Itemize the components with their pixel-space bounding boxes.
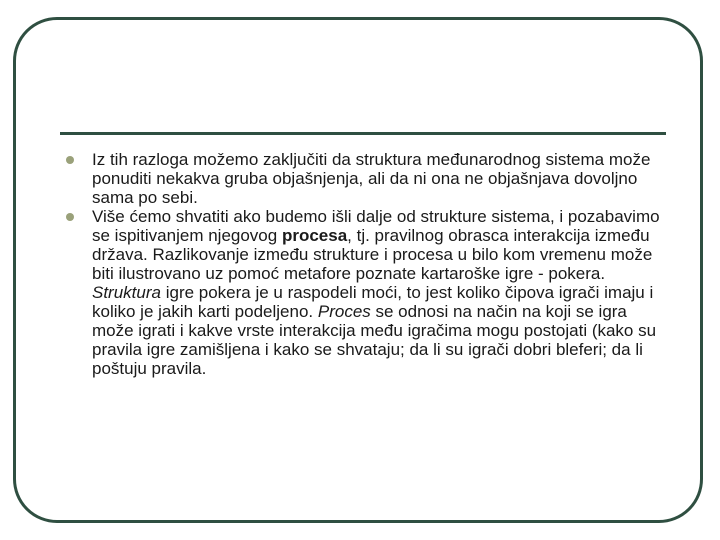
italic-term: Struktura (92, 283, 161, 302)
bullet-text-part: se odnosi na način na koji se igra može igrati i kakve vrste interakcija među igračima mogu postojati (kako su pravila igre zamišljena i kako se shvataju; da li su igrači dobri blеferi; da li poštuju pravila. (92, 302, 657, 378)
bullet-text-part: , tj. pravilnog obrasca interakcija između država. Razlikovanje između strukture i procesa u bilo kom vremenu može biti ilustrovano uz pomoć metafore poznate kartaroške igre - pokera. (92, 226, 653, 283)
bullet-list (64, 150, 664, 378)
bold-term: procesa (281, 226, 348, 245)
bullet-item (64, 150, 664, 207)
italic-term: Proces (317, 302, 371, 321)
bullet-item (64, 207, 664, 378)
bullet-dot-icon (66, 213, 74, 221)
bullet-text-part: Više ćemo shvatiti ako budemo išli dalje od strukture sistema, i pozabavimo se ispitivanjem njegovog (92, 207, 660, 245)
bullet-text: Iz tih razloga možemo zaključiti da struktura međunarodnog sistema može ponuditi nekakva gruba objašnjenja, ali da ni ona ne objašnjava dovoljno sama po sebi. (92, 150, 651, 207)
title-divider (60, 132, 666, 135)
bullet-text-part: igre pokera je u raspodeli moći, to jest koliko čipova igrači imaju i koliko je jakih karti podeljeno. (92, 283, 654, 321)
bullet-dot-icon (66, 156, 74, 164)
